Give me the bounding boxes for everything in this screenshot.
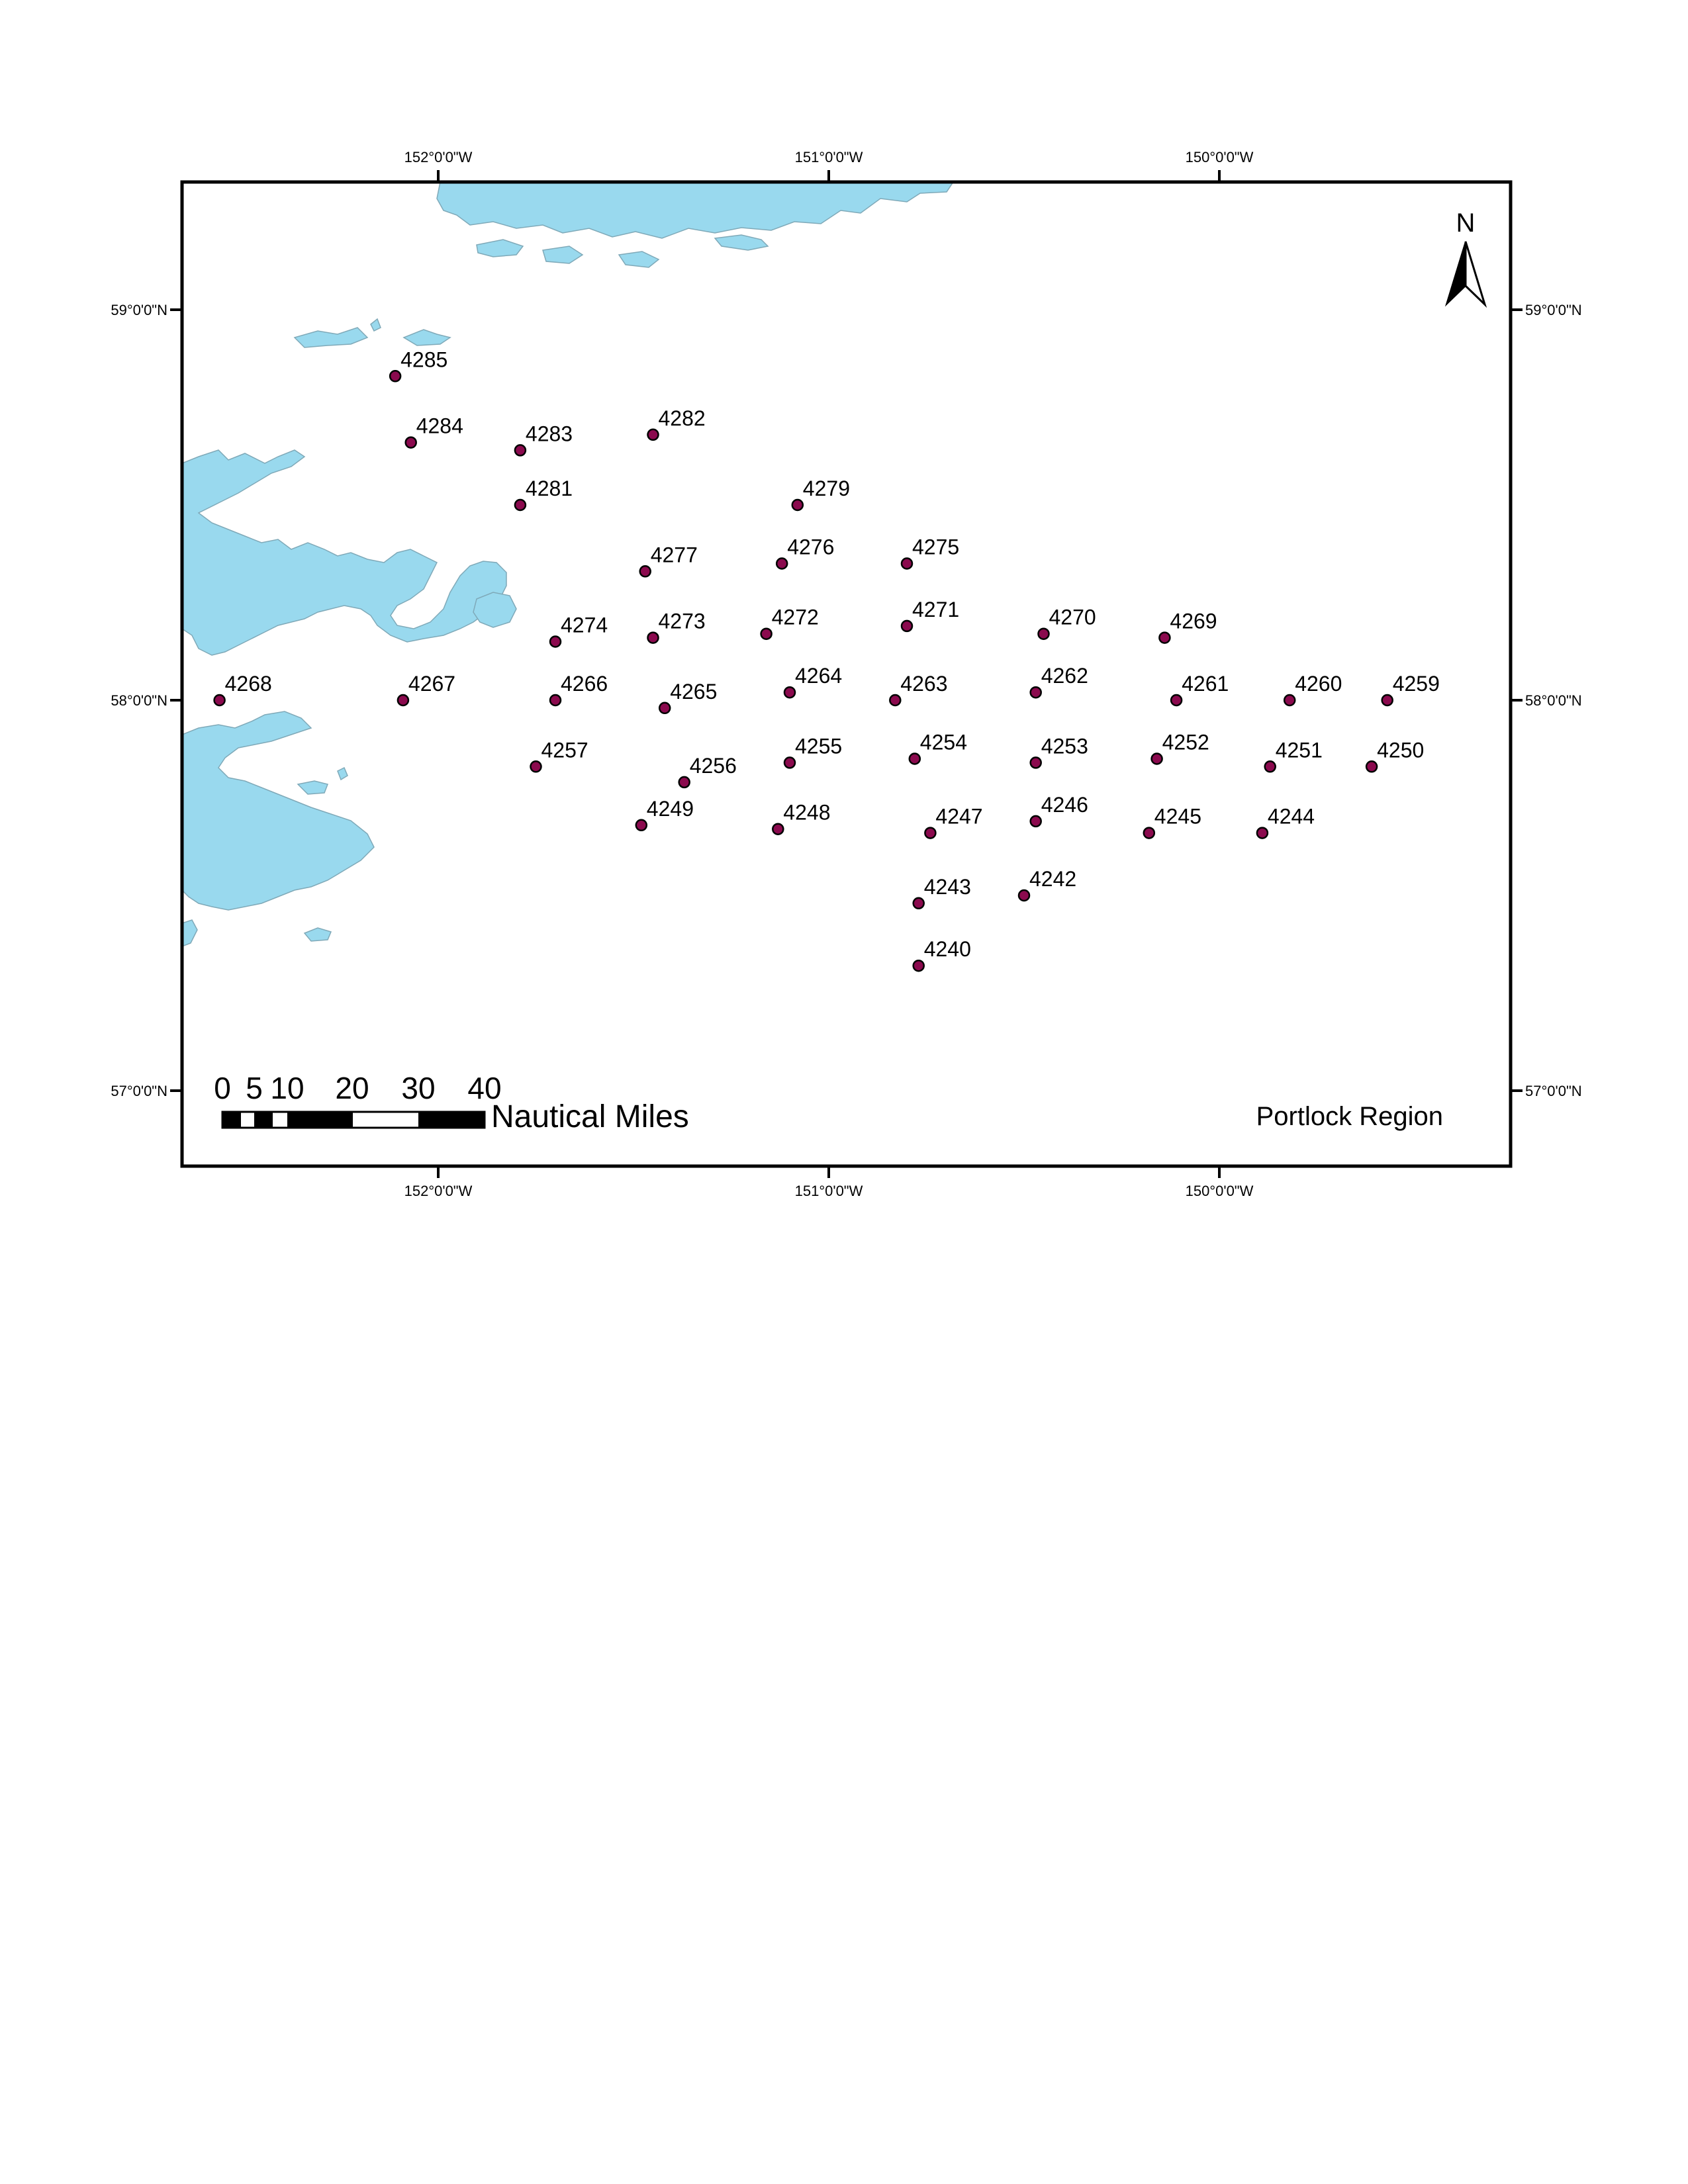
longitude-tick-label: 152°0'0"W — [404, 149, 473, 165]
scale-bar-segment — [222, 1112, 241, 1128]
station-dot[interactable] — [1019, 890, 1029, 901]
station-marker[interactable] — [784, 734, 842, 768]
station-label: 4254 — [919, 730, 967, 754]
station-dot[interactable] — [648, 430, 659, 440]
station-marker[interactable] — [515, 422, 573, 455]
latitude-tick-label: 59°0'0"N — [111, 302, 167, 318]
station-dot[interactable] — [1152, 754, 1162, 764]
station-label: 4285 — [400, 347, 448, 372]
station-marker[interactable] — [1265, 738, 1323, 772]
station-marker[interactable] — [550, 614, 608, 647]
station-marker[interactable] — [792, 477, 850, 510]
station-marker[interactable] — [761, 606, 819, 639]
station-dot[interactable] — [214, 695, 225, 705]
station-dot[interactable] — [515, 500, 526, 510]
station-dot[interactable] — [390, 371, 400, 381]
land-barren-islands-2 — [371, 319, 381, 331]
station-marker[interactable] — [910, 731, 967, 764]
station-label: 4243 — [923, 874, 971, 899]
station-dot[interactable] — [406, 437, 416, 448]
station-dot[interactable] — [550, 695, 561, 705]
land-kodiak-islet-4 — [182, 920, 197, 946]
scale-bar-number: 0 — [214, 1071, 231, 1105]
station-dot[interactable] — [1159, 633, 1170, 643]
station-marker[interactable] — [550, 672, 608, 705]
station-marker[interactable] — [914, 875, 971, 909]
station-marker[interactable] — [1031, 664, 1088, 698]
station-dot[interactable] — [550, 637, 561, 647]
station-marker[interactable] — [1019, 867, 1076, 901]
land-barren-islands-1 — [295, 328, 367, 347]
station-dot[interactable] — [515, 445, 526, 455]
station-label: 4265 — [670, 679, 718, 704]
scale-bar-segment — [287, 1112, 353, 1128]
north-arrow — [1446, 208, 1485, 304]
scale-bar-number: 10 — [270, 1071, 305, 1105]
land-kodiak — [182, 711, 374, 910]
station-label: 4275 — [912, 535, 960, 559]
station-marker[interactable] — [1031, 734, 1088, 768]
station-marker[interactable] — [1144, 805, 1201, 839]
scale-bar-number: 40 — [467, 1071, 502, 1105]
station-label: 4252 — [1162, 730, 1209, 754]
station-label: 4259 — [1392, 672, 1440, 696]
station-label: 4263 — [900, 672, 948, 696]
station-dot[interactable] — [902, 559, 912, 569]
station-label: 4270 — [1049, 605, 1096, 629]
station-dot[interactable] — [890, 695, 900, 705]
station-dot[interactable] — [773, 824, 783, 835]
station-label: 4269 — [1170, 609, 1217, 633]
land-afognak — [182, 450, 506, 655]
land-barren-islands-3 — [404, 330, 450, 345]
station-marker[interactable] — [925, 805, 982, 839]
scale-bar-number: 20 — [335, 1071, 369, 1105]
longitude-tick-label: 151°0'0"W — [794, 149, 863, 165]
scale-bar-numbers — [214, 1071, 501, 1105]
land-kodiak-islet-2 — [338, 768, 348, 780]
longitude-tick-label: 152°0'0"W — [404, 1183, 473, 1199]
station-marker[interactable] — [648, 610, 706, 643]
scale-bar-number: 30 — [401, 1071, 436, 1105]
station-label: 4240 — [923, 937, 971, 962]
station-marker[interactable] — [648, 406, 706, 440]
station-label: 4282 — [658, 406, 706, 430]
land-north-islet-2 — [543, 246, 583, 263]
station-marker[interactable] — [902, 535, 959, 569]
station-label: 4244 — [1267, 804, 1315, 829]
longitude-tick-label: 150°0'0"W — [1185, 149, 1254, 165]
station-dot[interactable] — [914, 960, 924, 971]
station-dot[interactable] — [761, 629, 772, 639]
station-marker[interactable] — [214, 672, 272, 705]
land-kodiak-islet-1 — [298, 781, 328, 794]
station-marker[interactable] — [659, 680, 717, 713]
station-label: 4267 — [408, 672, 456, 696]
station-label: 4283 — [525, 422, 573, 446]
land-north-islet-3 — [619, 251, 659, 267]
station-dot[interactable] — [914, 898, 924, 909]
station-marker[interactable] — [784, 664, 842, 698]
station-dot[interactable] — [792, 500, 803, 510]
station-marker[interactable] — [1366, 738, 1424, 772]
land-shuyak-islet — [473, 592, 516, 627]
station-label: 4256 — [689, 753, 737, 778]
land-kodiak-islet-3 — [305, 928, 331, 941]
station-marker[interactable] — [515, 477, 573, 510]
station-marker[interactable] — [890, 672, 947, 705]
land-layer — [182, 182, 953, 946]
station-marker[interactable] — [531, 738, 588, 772]
station-marker[interactable] — [773, 801, 830, 835]
station-layer — [214, 347, 1440, 971]
station-dot[interactable] — [648, 633, 659, 643]
station-label: 4246 — [1041, 792, 1088, 817]
latitude-tick-label: 57°0'0"N — [1525, 1083, 1582, 1099]
station-marker[interactable] — [1031, 793, 1088, 827]
station-marker[interactable] — [398, 672, 455, 705]
latitude-tick-label: 58°0'0"N — [111, 692, 167, 709]
station-dot[interactable] — [1171, 695, 1182, 705]
station-label: 4264 — [795, 664, 843, 688]
station-label: 4255 — [795, 734, 843, 758]
station-dot[interactable] — [398, 695, 408, 705]
station-label: 4250 — [1377, 738, 1425, 762]
station-dot[interactable] — [902, 621, 912, 631]
station-dot[interactable] — [1039, 629, 1049, 639]
station-label: 4248 — [783, 800, 831, 825]
station-label: 4276 — [787, 535, 835, 559]
station-label: 4266 — [561, 672, 608, 696]
station-dot[interactable] — [1284, 695, 1295, 705]
station-dot[interactable] — [776, 559, 787, 569]
station-dot[interactable] — [1382, 695, 1393, 705]
station-label: 4247 — [935, 804, 983, 829]
station-label: 4274 — [561, 613, 608, 637]
station-dot[interactable] — [1031, 757, 1041, 768]
scale-bar — [214, 1071, 689, 1134]
station-dot[interactable] — [1031, 816, 1041, 827]
station-dot[interactable] — [640, 566, 651, 576]
station-label: 4284 — [416, 414, 463, 438]
station-label: 4261 — [1182, 672, 1229, 696]
station-marker[interactable] — [640, 543, 698, 576]
station-dot[interactable] — [910, 754, 920, 764]
station-label: 4253 — [1041, 734, 1088, 758]
station-label: 4277 — [650, 543, 698, 567]
station-dot[interactable] — [784, 757, 795, 768]
latitude-tick-label: 58°0'0"N — [1525, 692, 1582, 709]
station-dot[interactable] — [925, 828, 935, 839]
region-label: Portlock Region — [1256, 1102, 1443, 1131]
station-label: 4249 — [646, 796, 694, 821]
station-dot[interactable] — [784, 687, 795, 698]
station-label: 4242 — [1029, 867, 1077, 891]
scale-bar-number: 5 — [246, 1071, 263, 1105]
latitude-tick-label: 57°0'0"N — [111, 1083, 167, 1099]
station-label: 4260 — [1295, 672, 1342, 696]
north-arrow-icon-right — [1466, 242, 1485, 304]
station-marker[interactable] — [1171, 672, 1229, 705]
scale-bar-units: Nautical Miles — [491, 1099, 689, 1134]
station-dot[interactable] — [1366, 761, 1377, 772]
north-arrow-icon — [1446, 242, 1466, 304]
station-dot[interactable] — [1031, 687, 1041, 698]
station-marker[interactable] — [902, 598, 959, 631]
station-label: 4271 — [912, 597, 960, 621]
station-marker[interactable] — [1152, 731, 1209, 764]
station-label: 4272 — [771, 605, 819, 629]
station-label: 4262 — [1041, 664, 1088, 688]
station-marker[interactable] — [776, 535, 834, 569]
land-north-islet-4 — [715, 235, 768, 250]
station-dot[interactable] — [679, 777, 690, 788]
land-north-coast — [437, 182, 953, 238]
longitude-tick-label: 151°0'0"W — [794, 1183, 863, 1199]
station-marker[interactable] — [1382, 672, 1440, 705]
station-marker[interactable] — [1159, 610, 1217, 643]
graticule — [111, 149, 1581, 1199]
station-dot[interactable] — [636, 820, 647, 831]
station-dot[interactable] — [1257, 828, 1268, 839]
station-marker[interactable] — [914, 937, 971, 971]
station-label: 4245 — [1154, 804, 1201, 829]
station-dot[interactable] — [1144, 828, 1154, 839]
station-marker[interactable] — [1284, 672, 1342, 705]
latitude-tick-label: 59°0'0"N — [1525, 302, 1582, 318]
station-marker[interactable] — [1039, 606, 1096, 639]
station-marker[interactable] — [390, 347, 447, 381]
station-marker[interactable] — [679, 754, 737, 788]
station-label: 4273 — [658, 609, 706, 633]
station-label: 4281 — [525, 477, 573, 500]
station-label: 4279 — [802, 477, 850, 500]
station-label: 4268 — [224, 672, 272, 696]
station-dot[interactable] — [659, 703, 670, 713]
scale-bar-segment — [254, 1112, 273, 1128]
north-arrow-label: N — [1456, 208, 1476, 238]
land-north-islet-1 — [477, 240, 523, 257]
station-marker[interactable] — [406, 414, 463, 448]
station-marker[interactable] — [1257, 805, 1315, 839]
longitude-tick-label: 150°0'0"W — [1185, 1183, 1254, 1199]
station-label: 4251 — [1275, 738, 1323, 762]
station-label: 4257 — [541, 738, 588, 762]
station-marker[interactable] — [636, 797, 694, 831]
station-dot[interactable] — [531, 761, 541, 772]
scale-bar-segment — [418, 1112, 485, 1128]
station-dot[interactable] — [1265, 761, 1276, 772]
